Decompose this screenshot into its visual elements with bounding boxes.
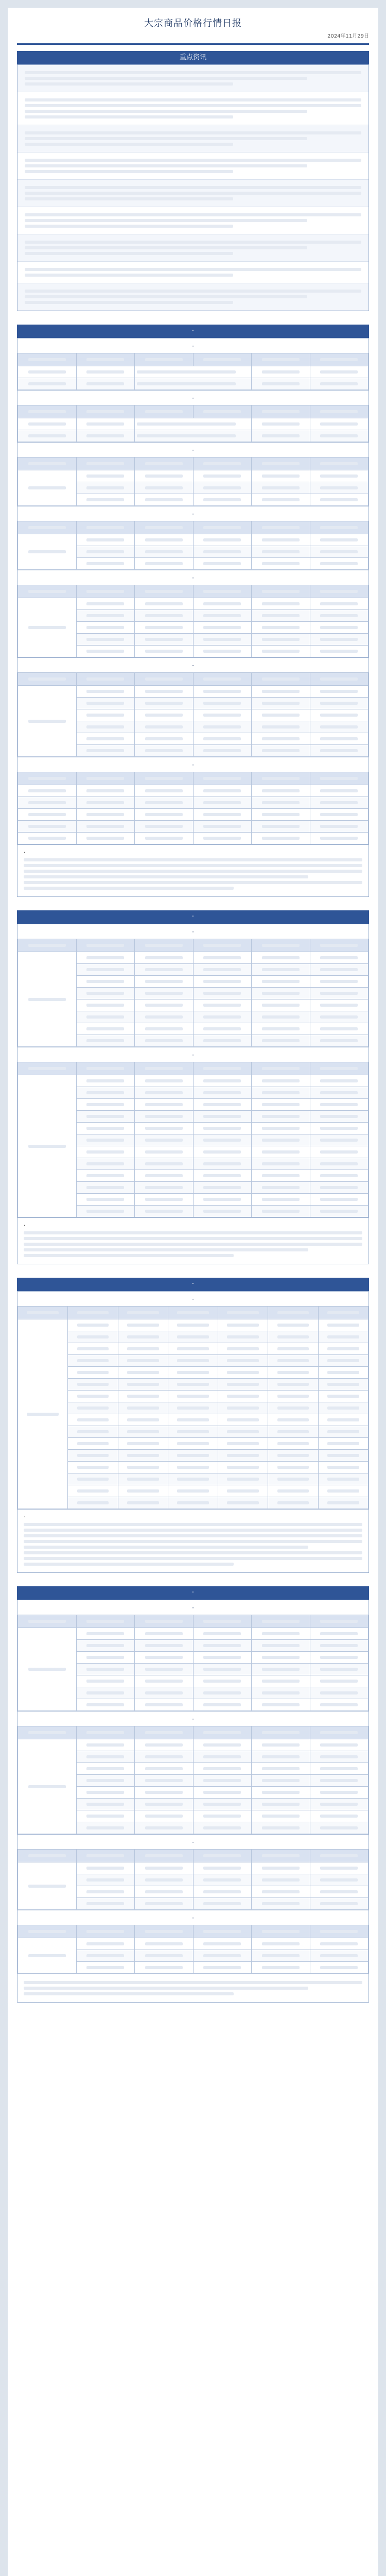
steel-section-title: · [17,1278,369,1291]
table-title: · [192,662,194,669]
price-table [17,405,369,442]
table-title: · [192,511,194,518]
table-block [17,443,369,506]
steel-note [17,1510,369,1573]
commodity-section-title: · [17,325,369,338]
ore-section-title: · [17,910,369,924]
table-block [17,506,369,570]
table-block [17,570,369,658]
price-table [17,1306,369,1509]
report-page [8,8,378,2576]
note-text: · [24,849,26,856]
table-block [17,658,369,757]
price-table [17,1726,369,1834]
price-table [17,353,369,390]
news-item [17,234,369,262]
table-block [17,1291,369,1510]
rareearth-section-title: · [17,1586,369,1600]
news-section [17,51,369,311]
table-block [17,1600,369,1711]
price-table [17,1062,369,1217]
table-title: · [192,1296,194,1303]
report-date: 2024年11月29日 [327,33,369,39]
table-title: · [192,447,194,454]
price-table [17,1615,369,1711]
table-title: · [192,761,194,769]
table-block [17,757,369,845]
table-title: · [192,395,194,402]
price-table [17,457,369,506]
table-block [17,1047,369,1218]
table-title: · [192,574,194,582]
header-rule [17,43,369,45]
price-table [17,672,369,757]
news-item [17,180,369,207]
note-text: · [24,1514,26,1520]
news-item [17,65,369,92]
news-item [17,92,369,125]
price-table [17,1925,369,1974]
table-title: · [192,1716,194,1723]
news-item [17,262,369,283]
steel-section [17,1278,369,1573]
report-title: 大宗商品价格行情日报 [144,18,242,29]
ore-section [17,910,369,1264]
table-title: · [192,343,194,350]
price-table [17,772,369,844]
note-text: · [24,1222,26,1229]
table-title: · [192,1052,194,1059]
table-block [17,1711,369,1835]
news-item [17,283,369,311]
news-item [17,125,369,152]
final-note [17,1974,369,2003]
news-item [17,152,369,180]
price-table [17,521,369,570]
rareearth-section [17,1586,369,2003]
news-section-title: 重点资讯 [17,51,369,64]
table-block [17,391,369,443]
news-item [17,207,369,234]
table-title: · [192,1839,194,1846]
table-title: · [192,1914,194,1922]
news-list [17,64,369,311]
table-block [17,1910,369,1974]
price-table [17,1849,369,1910]
commodity-note [17,845,369,897]
table-block [17,1835,369,1910]
price-table [17,939,369,1047]
commodity-section [17,325,369,897]
price-table [17,585,369,657]
table-block [17,924,369,1047]
table-title: · [192,1604,194,1612]
ore-note [17,1218,369,1264]
table-title: · [192,928,194,936]
table-block [17,338,369,391]
